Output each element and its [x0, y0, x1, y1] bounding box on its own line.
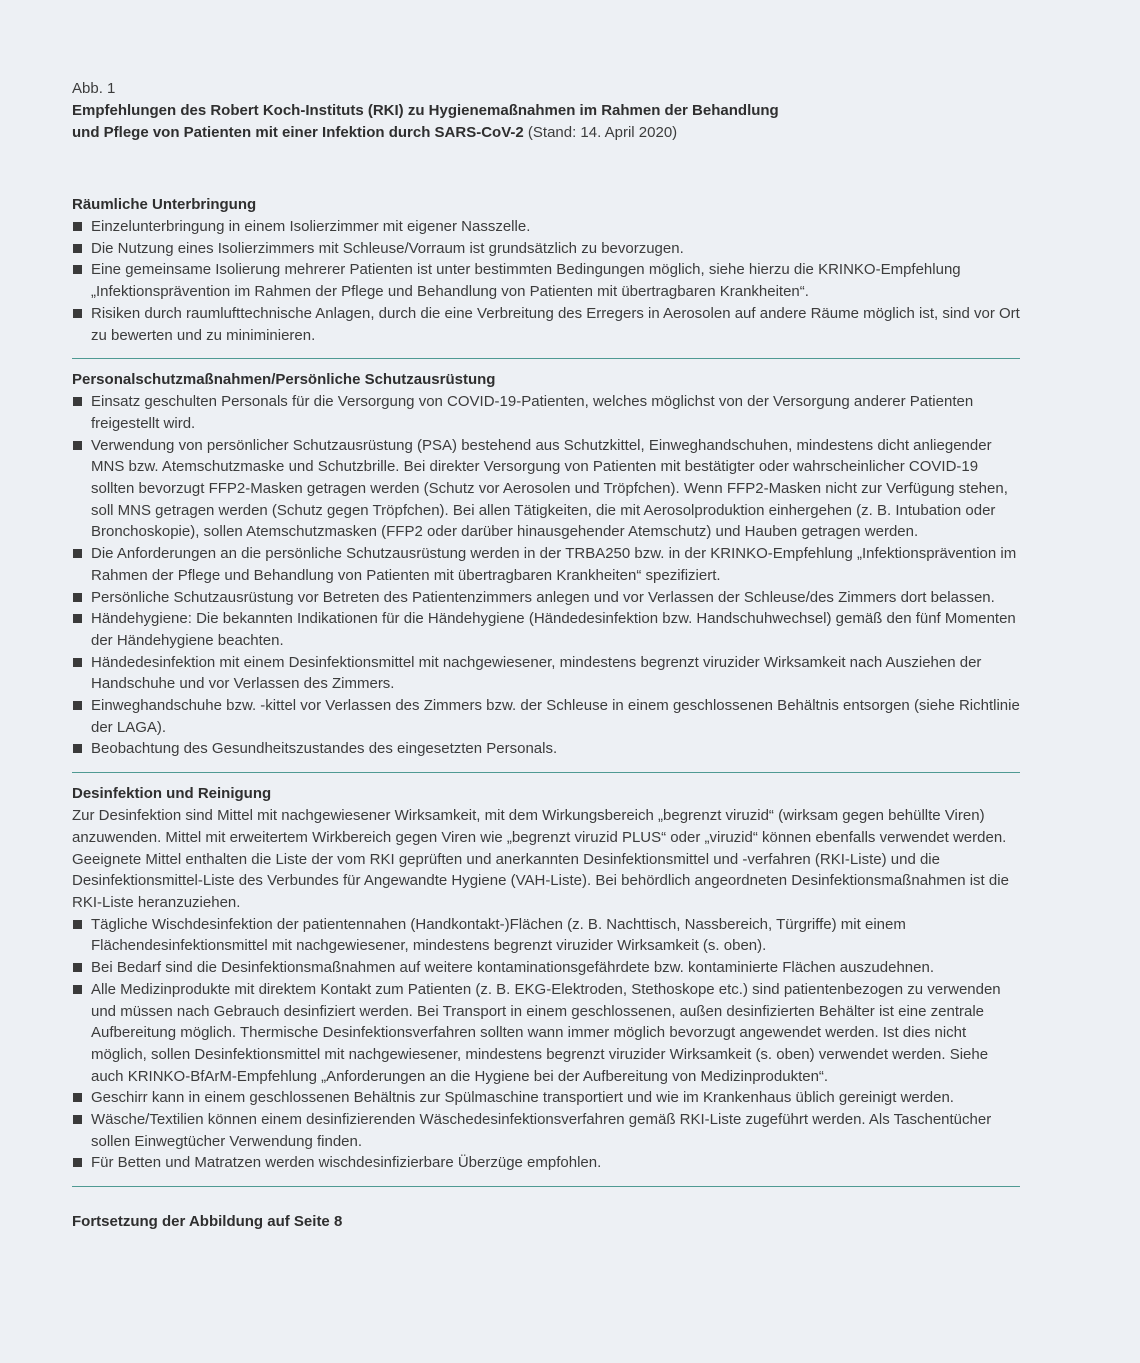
- list-item: Eine gemeinsame Isolierung mehrerer Patienten ist unter bestimmten Bedingungen möglich, siehe hierzu die KRINKO-Empfehlung „Infektionsprävention im Rahmen der Pflege und Behandlung von Patienten mit übertragbaren Krankheiten“.: [72, 259, 1020, 302]
- section-heading: Räumliche Unterbringung: [72, 196, 257, 213]
- list-item: Bei Bedarf sind die Desinfektionsmaßnahmen auf weitere kontaminationsgefährdete bzw. kontaminierte Flächen auszudehnen.: [72, 957, 1020, 979]
- list-item: Wäsche/Textilien können einem desinfizierenden Wäschedesinfektionsverfahren gemäß RKI-Liste zugeführt werden. Als Taschentücher sollen Einwegtücher Verwendung finden.: [72, 1109, 1020, 1152]
- square-bullet-icon: [73, 222, 82, 231]
- figure-title-line2: und Pflege von Patienten mit einer Infektion durch SARS-CoV-2: [72, 124, 524, 141]
- square-bullet-icon: [73, 309, 82, 318]
- list-item: Händedesinfektion mit einem Desinfektionsmittel mit nachgewiesener, mindestens begrenzt viruzider Wirksamkeit nach Ausziehen der Handschuhe und vor Verlassen des Zimmers.: [72, 652, 1020, 695]
- figure-title-line1: Empfehlungen des Robert Koch-Instituts (RKI) zu Hygienemaßnahmen im Rahmen der Behandlung: [72, 102, 779, 119]
- list-item: Persönliche Schutzausrüstung vor Betreten des Patientenzimmers anlegen und vor Verlassen der Schleuse/des Zimmers dort belassen.: [72, 587, 1020, 609]
- section-intro: Zur Desinfektion sind Mittel mit nachgewiesener Wirksamkeit, mit dem Wirkungsbereich „begrenzt viruzid“ (wirksam gegen behüllte Viren) anzuwenden. Mittel mit erweitertem Wirkbereich gegen Viren wie „begrenzt viruzid PLUS“ oder „viruzid“ können ebenfalls verwendet werden. Geeignete Mittel enthalten die Liste der vom RKI geprüften und anerkannten Desinfektionsmittel und -verfahren (RKI-Liste) und die Desinfektionsmittel-Liste des Verbundes für Angewandte Hygiene (VAH-Liste). Bei behördlich angeordneten Desinfektionsmaßnahmen ist die RKI-Liste heranzuziehen.: [72, 807, 1009, 911]
- list-item: Die Nutzung eines Isolierzimmers mit Schleuse/Vorraum ist grundsätzlich zu bevorzugen.: [72, 238, 1020, 260]
- square-bullet-icon: [73, 1093, 82, 1102]
- list-item: Tägliche Wischdesinfektion der patientennahen (Handkontakt-)Flächen (z. B. Nachttisch, Nassbereich, Türgriffe) mit einem Flächendesinfektionsmittel mit nachgewiesener, mindestens begrenzt viruzider Wirksamkeit (s. oben).: [72, 914, 1020, 957]
- continuation-note: Fortsetzung der Abbildung auf Seite 8: [72, 1213, 343, 1231]
- square-bullet-icon: [73, 244, 82, 253]
- square-bullet-icon: [73, 549, 82, 558]
- square-bullet-icon: [73, 658, 82, 667]
- figure-label: Abb. 1: [72, 80, 116, 97]
- list-item: Einweghandschuhe bzw. -kittel vor Verlassen des Zimmers bzw. der Schleuse in einem geschlossenen Behältnis entsorgen (siehe Richtlinie der LAGA).: [72, 695, 1020, 738]
- square-bullet-icon: [73, 441, 82, 450]
- square-bullet-icon: [73, 963, 82, 972]
- square-bullet-icon: [73, 701, 82, 710]
- section-heading: Desinfektion und Reinigung: [72, 785, 272, 803]
- bullet-list: [72, 216, 1020, 346]
- square-bullet-icon: [73, 1115, 82, 1124]
- section-heading: Personalschutzmaßnahmen/Persönliche Schutzausrüstung: [72, 371, 496, 389]
- square-bullet-icon: [73, 744, 82, 753]
- list-item: Beobachtung des Gesundheitszustandes des eingesetzten Personals.: [72, 738, 1020, 760]
- figure-date: (Stand: 14. April 2020): [523, 124, 678, 141]
- list-item: Geschirr kann in einem geschlossenen Behältnis zur Spülmaschine transportiert und wie im Krankenhaus üblich gereinigt werden.: [72, 1087, 1020, 1109]
- list-item: Einzelunterbringung in einem Isolierzimmer mit eigener Nasszelle.: [72, 216, 1020, 238]
- bullet-list: [72, 391, 1020, 760]
- list-item: Einsatz geschulten Personals für die Versorgung von COVID-19-Patienten, welches möglichst von der Versorgung anderer Patienten freigestellt wird.: [72, 391, 1020, 434]
- square-bullet-icon: [73, 985, 82, 994]
- list-item: Verwendung von persönlicher Schutzausrüstung (PSA) bestehend aus Schutzkittel, Einweghandschuhen, mindestens dicht anliegender MNS bzw. Atemschutzmaske und Schutzbrille. Bei direkter Versorgung von Patienten mit bestätigter oder wahrscheinlicher COVID-19 sollten bevorzugt FFP2-Masken getragen werden (Schutz vor Aerosolen und Tröpfchen). Wenn FFP2-Masken nicht zur Verfügung stehen, soll MNS getragen werden (Schutz gegen Tröpfchen). Bei allen Tätigkeiten, die mit Aerosolproduktion einhergehen (z. B. Intubation oder Bronchoskopie), sollen Atemschutzmasken (FFP2 oder darüber hinausgehender Atemschutz) und Hauben getragen werden.: [72, 435, 1020, 544]
- square-bullet-icon: [73, 265, 82, 274]
- square-bullet-icon: [73, 614, 82, 623]
- list-item: Händehygiene: Die bekannten Indikationen für die Händehygiene (Händedesinfektion bzw. Handschuhwechsel) gemäß den fünf Momenten der Händehygiene beachten.: [72, 608, 1020, 651]
- section-desinfektion: [72, 773, 1020, 1187]
- square-bullet-icon: [73, 593, 82, 602]
- square-bullet-icon: [73, 920, 82, 929]
- list-item: Für Betten und Matratzen werden wischdesinfizierbare Überzüge empfohlen.: [72, 1152, 1020, 1174]
- figure-title: [72, 100, 1020, 144]
- list-item: Die Anforderungen an die persönliche Schutzausrüstung werden in der TRBA250 bzw. in der KRINKO-Empfehlung „Infektionsprävention im Rahmen der Pflege und Behandlung von Patienten mit übertragbaren Krankheiten“ spezifiziert.: [72, 543, 1020, 586]
- square-bullet-icon: [73, 397, 82, 406]
- section-personalschutz: [72, 359, 1020, 773]
- bullet-list: [72, 914, 1020, 1174]
- section-raeumliche-unterbringung: [72, 184, 1020, 359]
- figure-container: [72, 78, 1020, 1248]
- list-item: Risiken durch raumlufttechnische Anlagen, durch die eine Verbreitung des Erregers in Aerosolen auf andere Räume möglich ist, sind vor Ort zu bewerten und zu miniminieren.: [72, 303, 1020, 346]
- list-item: Alle Medizinprodukte mit direktem Kontakt zum Patienten (z. B. EKG-Elektroden, Stethoskope etc.) sind patientenbezogen zu verwenden und müssen nach Gebrauch desinfiziert werden. Bei Transport in einem geschlossenen, außen desinfizierten Behälter ist eine zentrale Aufbereitung möglich. Thermische Desinfektionsverfahren sollten wann immer möglich bevorzugt angewendet werden. Ist dies nicht möglich, sollen Desinfektionsmittel mit nachgewiesener, mindestens begrenzt viruzider Wirksamkeit (s. oben) verwendet werden. Siehe auch KRINKO-BfArM-Empfehlung „Anforderungen an die Hygiene bei der Aufbereitung von Medizinprodukten“.: [72, 979, 1020, 1088]
- square-bullet-icon: [73, 1158, 82, 1167]
